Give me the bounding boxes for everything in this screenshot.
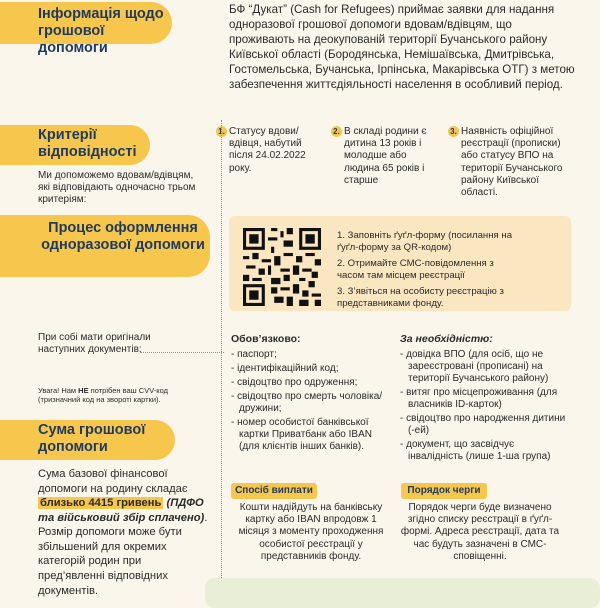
list-item: - свідоцтво про одруження; [231,377,358,388]
criteria-intro: Ми допоможемо вдовам/вдівцям, які відповідають одночасно трьом критеріям: [38,170,196,206]
list-item: - свідоцтво про народження дитини (-ей) [400,413,566,436]
amount-highlight: близько 4415 гривень [40,497,162,510]
queue-title: Порядок черги [401,483,487,499]
list-item: - документ, що засвідчує інвалідність (лише 1-ша група) [400,439,551,462]
criteria-num-3: 3. [448,126,459,137]
info-text: БФ “Дукат” (Cash for Refugees) приймає заявки для надання одноразової грошової допомоги вдовам/вдівцям, що проживають на деокупованій території Бучанського району Київської області (Бородянська, Немішаївська, Дмитрівська, Гостомельська, Бучанська, Ірпінська, Макарівська ОТГ) з метою забезпечення життєдіяльності населення в особливий період. [229,3,575,92]
process-title: Процес оформлення одноразової допомоги [41,220,205,254]
list-item: - довідка ВПО (для осіб, що не зареєстровані (прописані) на території Бучанського району) [400,349,549,384]
cvv-note-emphasis: НЕ [78,386,89,395]
process-step-3: 3. З’явіться на особисту реєстрацію з представниками фонду. [337,286,504,309]
criteria-item-3: Наявність офіційної реєстрації (прописки) або статусу ВПО на території Бучанського району Київської області. [461,126,563,198]
list-item: - номер особистої банківської картки Приватбанк або IBAN (для клієнтів інших банків). [231,417,372,452]
list-item: - витяг про місцепроживання (для власників ID-карток) [400,387,558,410]
amount-text: Сума базової фінансової допомоги на родину складає близько 4415 гривень (ПДФО та військовий збір сплачено). Розмір допомоги може бути збільшений для окремих категорій родин при пред’явленні відповідних документів. [38,468,208,597]
cvv-note: Увага! Нам НЕ потрібен ваш CVV-код (тризначний код на звороті картки). [38,386,169,404]
criteria-num-2: 2. [331,126,342,137]
amount-title: Сума грошової допомоги [38,422,146,456]
criteria-num-1: 1. [216,126,227,137]
list-item: - свідоцтво про смерть чоловіка/дружини; [231,391,383,414]
bottom-panel [205,578,600,608]
qr-code-icon [243,228,321,306]
required-title: Обов’язково: [231,333,301,345]
criteria-title: Критерії відповідності [38,127,137,161]
list-item: - паспорт; [231,349,277,360]
payment-text: Кошти надійдуть на банківську картку або IBAN впродовж 1 місяця з моменту проходження особистої реєстрації у представників фонду. [238,502,384,562]
process-step-1: 1. Заповніть ґуґл-форму (посилання на ґуґл-форму за QR-кодом) [337,230,513,253]
optional-title: За необхідністю: [400,333,493,345]
list-item: - ідентифікаційний код; [231,363,339,374]
required-list [231,349,391,455]
section-divider [221,120,222,592]
queue-text: Порядок черги буде визначено згідно списку реєстрації в ґуґл-формі. Адреса реєстрації, дата та час будуть зазначені в СМС-сповіщенні. [400,502,560,562]
criteria-item-2: В складі родини є дитина 13 років і молодше або людина 65 років і старше [344,126,427,186]
documents-intro: При собі мати оригінали наступних документів: [38,332,151,356]
info-title: Інформація щодо грошової допомоги [38,6,164,57]
documents-connector [140,352,224,353]
payment-title: Спосіб виплати [231,483,317,499]
process-step-2: 2. Отримайте СМС-повідомлення з часом там місцем реєстрації [337,258,494,281]
optional-list [400,349,570,465]
criteria-item-1: Статусу вдови/вдівця, набутий після 24.02.2022 року. [229,126,306,174]
